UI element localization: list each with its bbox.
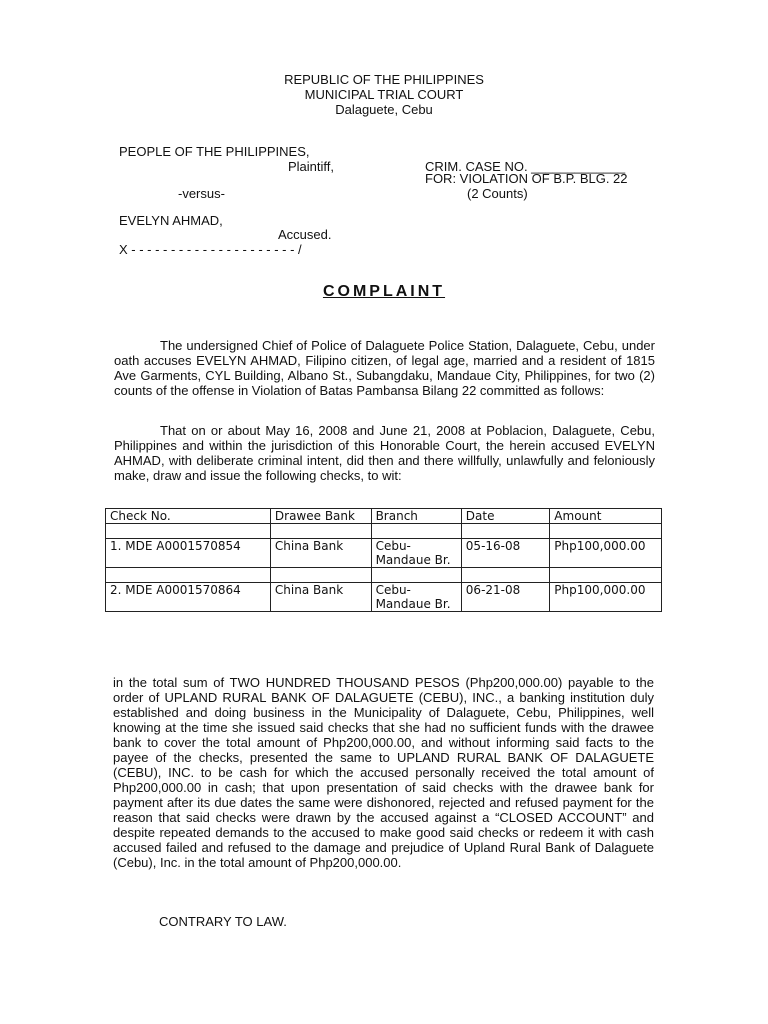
document-title-text: COMPLAINT bbox=[322, 283, 446, 300]
accused-role: Accused. bbox=[278, 227, 332, 242]
table-row bbox=[106, 583, 662, 612]
cell-date: 05-16-08 bbox=[461, 539, 550, 568]
empty-cell bbox=[106, 524, 271, 539]
paragraph-facts bbox=[114, 423, 655, 483]
plaintiff-name: PEOPLE OF THE PHILIPPINES, bbox=[119, 144, 310, 159]
header-amount: Amount bbox=[550, 509, 662, 524]
header-drawee-bank: Drawee Bank bbox=[270, 509, 371, 524]
empty-cell bbox=[550, 524, 662, 539]
header-check-no: Check No. bbox=[106, 509, 271, 524]
checks-table bbox=[105, 508, 662, 612]
header-branch: Branch bbox=[371, 509, 461, 524]
contrary-to-law: CONTRARY TO LAW. bbox=[159, 914, 287, 929]
empty-cell bbox=[106, 568, 271, 583]
paragraph-details-text: in the total sum of TWO HUNDRED THOUSAND PESOS (Php200,000.00) payable to the order of UPLAND RURAL BANK OF DALAGUETE (CEBU), INC., a banking institution duly established and doing business in the Municipality of Dalaguete, Cebu, Philippines, well knowing at the time she issued said checks that she had no sufficient funds with the drawee bank to cover the total amount of Php200,000.00, and without informing said facts to the payee of the checks, presented the same to UPLAND RURAL BANK OF DALAGUETE (CEBU), INC. to be cash for which the accused personally received the total amount of Php200,000.00 in cash; that upon presentation of said checks with the drawee bank for payment after its due dates the same were dishonored, rejected and refused payment for the reason that said checks were drawn by the accused against a “CLOSED ACCOUNT” and despite repeated demands to the accused to make good said checks or redeem it with cash accused failed and refused to the damage and prejudice of Upland Rural Bank of Dalaguete (Cebu), Inc. in the total amount of Php200,000.00. bbox=[113, 675, 654, 870]
empty-cell bbox=[461, 524, 550, 539]
table-spacer-row bbox=[106, 524, 662, 539]
table-header-row bbox=[106, 509, 662, 524]
cell-branch: Cebu-Mandaue Br. bbox=[371, 539, 461, 568]
document-title bbox=[0, 284, 768, 299]
paragraph-facts-text: That on or about May 16, 2008 and June 21, 2008 at Poblacion, Dalaguete, Cebu, Philippines and within the jurisdiction of this Honorable Court, the herein accused EVELYN AHMAD, with deliberate criminal intent, did then and there willfully, unlawfully and feloniously make, draw and issue the following checks, to wit: bbox=[114, 423, 655, 483]
paragraph-accusation-text: The undersigned Chief of Police of Dalaguete Police Station, Dalaguete, Cebu, under oath accuses EVELYN AHMAD, Filipino citizen, of legal age, married and a resident of 1815 Ave Garments, CYL Building, Albano St., Subangdaku, Mandaue City, Philippines, for two (2) counts of the offense in Violation of Batas Pambansa Bilang 22 committed as follows: bbox=[114, 338, 655, 398]
empty-cell bbox=[371, 524, 461, 539]
cell-drawee-bank: China Bank bbox=[270, 539, 371, 568]
counts-label: (2 Counts) bbox=[467, 186, 528, 201]
header-date: Date bbox=[461, 509, 550, 524]
cell-check-no: 2. MDE A0001570864 bbox=[106, 583, 271, 612]
caption-closing-line: X - - - - - - - - - - - - - - - - - - - - - / bbox=[119, 242, 302, 257]
header-republic: REPUBLIC OF THE PHILIPPINES bbox=[284, 72, 484, 87]
case-number: CRIM. CASE NO. _____________ bbox=[425, 159, 626, 174]
cell-check-no: 1. MDE A0001570854 bbox=[106, 539, 271, 568]
table-spacer-row bbox=[106, 568, 662, 583]
accused-name: EVELYN AHMAD, bbox=[119, 213, 223, 228]
empty-cell bbox=[371, 568, 461, 583]
cell-amount: Php100,000.00 bbox=[550, 583, 662, 612]
empty-cell bbox=[270, 568, 371, 583]
cell-amount: Php100,000.00 bbox=[550, 539, 662, 568]
violation-label: FOR: VIOLATION OF B.P. BLG. 22 bbox=[425, 171, 628, 186]
versus-label: -versus- bbox=[178, 186, 225, 201]
cell-drawee-bank: China Bank bbox=[270, 583, 371, 612]
table-row bbox=[106, 539, 662, 568]
paragraph-details bbox=[113, 675, 654, 870]
paragraph-accusation bbox=[114, 338, 655, 398]
plaintiff-role: Plaintiff, bbox=[288, 159, 335, 174]
empty-cell bbox=[550, 568, 662, 583]
cell-branch: Cebu-Mandaue Br. bbox=[371, 583, 461, 612]
header-court: MUNICIPAL TRIAL COURT bbox=[304, 87, 464, 102]
empty-cell bbox=[270, 524, 371, 539]
cell-date: 06-21-08 bbox=[461, 583, 550, 612]
empty-cell bbox=[461, 568, 550, 583]
header-location: Dalaguete, Cebu bbox=[335, 102, 433, 117]
